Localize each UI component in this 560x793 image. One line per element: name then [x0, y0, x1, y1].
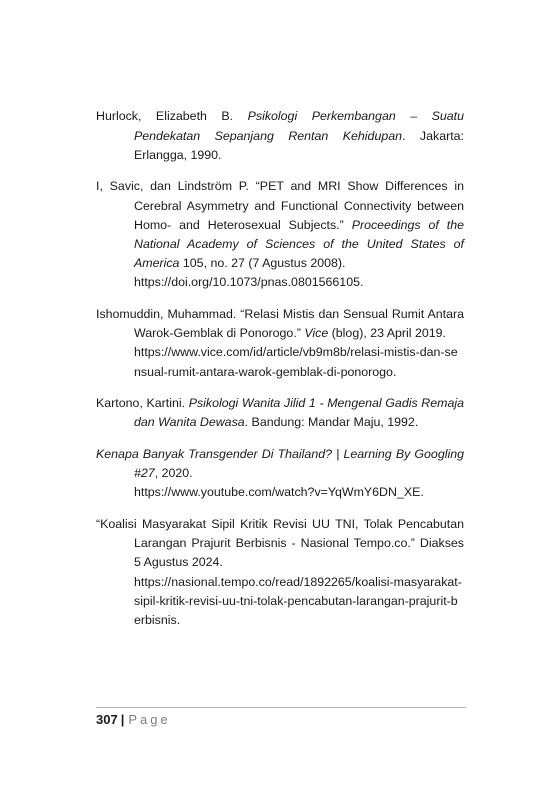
- reference-text: . Bandung: Mandar Maju, 1992.: [244, 415, 419, 430]
- reference-link[interactable]: https://nasional.tempo.co/read/1892265/koalisi-masyarakat-sipil-kritik-revisi-uu-tni-tolak-pencabutan-larangan-prajurit-berbisnis.: [134, 574, 462, 628]
- reference-title: Psikologi Perkembangan – Suatu Pendekatan Sepanjang Rentan Kehidupan: [134, 109, 464, 143]
- reference-link[interactable]: https://www.vice.com/id/article/vb9m8b/relasi-mistis-dan-sensual-rumit-antara-warok-gemblak-di-ponorogo.: [134, 345, 458, 379]
- reference-text: Kartono, Kartini.: [96, 396, 189, 411]
- reference-title: Kenapa Banyak Transgender Di Thailand? | Learning By Googling #27: [96, 447, 464, 481]
- reference-link[interactable]: https://www.youtube.com/watch?v=YqWmY6DN_XE.: [134, 485, 424, 500]
- reference-publication: Vice: [304, 326, 329, 341]
- reference-entry: [96, 107, 464, 165]
- reference-journal: Proceedings of the National Academy of Sciences of the United States of America: [134, 217, 464, 271]
- footer-divider: [96, 707, 466, 708]
- reference-entry: [96, 515, 464, 630]
- reference-entry: [96, 177, 464, 292]
- page-label: Page: [128, 712, 171, 727]
- bibliography-list: [96, 95, 464, 639]
- reference-entry: [96, 394, 464, 432]
- reference-entry: [96, 445, 464, 503]
- page-footer: [96, 711, 171, 729]
- reference-text: , 2020.: [154, 466, 193, 481]
- reference-text: 105, no. 27 (7 Agustus 2008).: [179, 256, 346, 271]
- reference-text: . Jakarta: Erlangga, 1990.: [134, 128, 464, 162]
- reference-text: (blog), 23 April 2019.: [328, 326, 447, 341]
- reference-text: Hurlock, Elizabeth B.: [96, 109, 248, 124]
- reference-link[interactable]: https://doi.org/10.1073/pnas.0801566105.: [134, 275, 364, 290]
- reference-text: “Koalisi Masyarakat Sipil Kritik Revisi UU TNI, Tolak Pencabutan Larangan Prajurit Berbisnis - Nasional Tempo.co.” Diakses 5 Agustus 2024.: [96, 517, 464, 570]
- page-number: 307: [96, 712, 118, 727]
- reference-text: Ishomuddin, Muhammad. “Relasi Mistis dan Sensual Rumit Antara Warok-Gemblak di Ponorogo.”: [96, 307, 464, 341]
- reference-title: Psikologi Wanita Jilid 1 - Mengenal Gadis Remaja dan Wanita Dewasa: [134, 396, 464, 430]
- footer-separator: |: [120, 712, 125, 727]
- reference-text: I, Savic, dan Lindström P. “PET and MRI Show Differences in Cerebral Asymmetry and Functional Connectivity between Homo- and Heterosexual Subjects.”: [96, 179, 464, 232]
- reference-entry: [96, 305, 464, 382]
